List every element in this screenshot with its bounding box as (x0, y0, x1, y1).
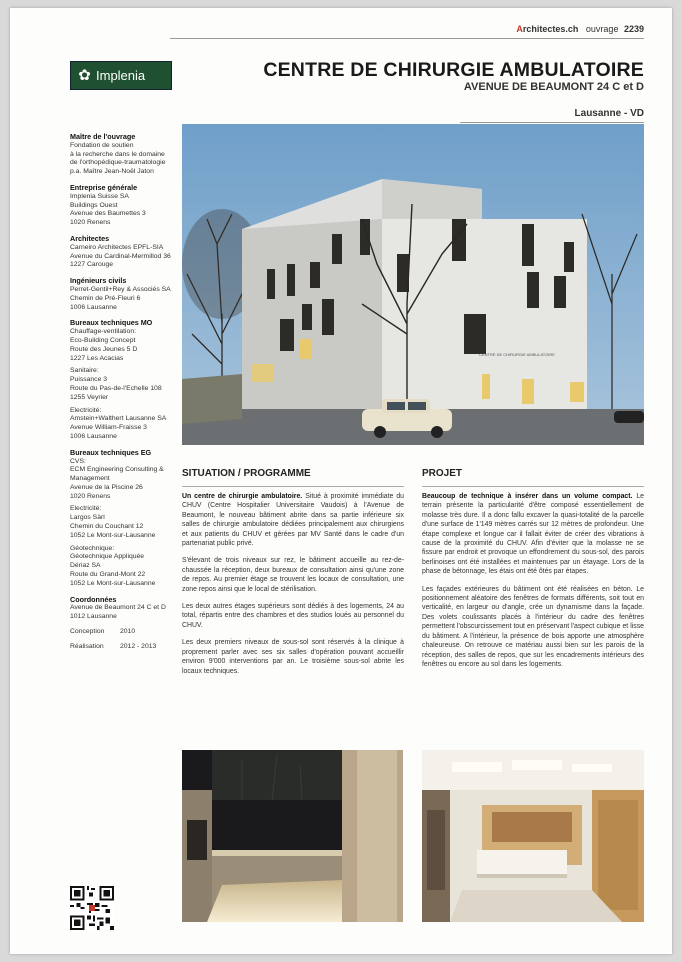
credit-bureaux-eg: Bureaux techniques EG CVS: ECM Engineering Consulting & Management Avenue de la Piscine 26 1020 Renens Electricité: Largos Sàrl Chemin du Couchant 12 1052 Le Mont-sur-Lausanne Géotechnique: Géotechnique Appliquée Dériaz SA Route du Grand-Mont 22 1052 Le Mont-sur-Lausanne (70, 447, 164, 587)
page-subtitle: AVENUE DE BEAUMONT 24 C et D (463, 81, 644, 93)
location: Lausanne - VD (574, 108, 644, 119)
ouvrage-label: ouvrage (585, 24, 619, 34)
projet-paragraph: Beaucoup de technique à insérer dans un volume compact. Le terrain présente la particularité d'être composé essentiellement de molasse très dure. Il a donc fallu excaver la quasi-totalité de la parcelle d'une surface de 1'149 mètres carrés sur 12 mètres de profondeur. Une étape complexe et longue car il fallait éviter de créer des vibrations à cause de la proximité du CHUV. Afin d'éviter que la molasse ne se fissure par endroit et provoque un effondrement du sous-sol, des parois berlinoises ont été installées et maintenues par un étayage. Lors de la phase de bétonnage, les étais ont été ôtés par étapes. (422, 493, 644, 576)
facade-sign: CENTRE DE CHIRURGIE AMBULATOIRE (479, 352, 555, 357)
entrance-night-photo (182, 750, 403, 922)
situation-paragraph: Un centre de chirurgie ambulatoire. Situé à proximité immédiate du CHUV (Centre Hospitalier Universitaire Vaudois) à l'Avenue de Beaumont, le nouveau bâtiment abrite dans sa partie inférieure six salles de chirurgie ambulatoire dédiées principalement aux chirurgiens et aux patients du CHUV et gérées par MV Santé dans le cadre d'un partenariat public privé. (182, 493, 404, 548)
situation-text (182, 492, 404, 684)
situation-heading-rule (182, 486, 404, 487)
credit-coordonnees: Coordonnées Avenue de Beaumont 24 C et D 1012 Lausanne Conception 2010 Réalisation 2012 - 2013 (70, 596, 185, 652)
title-divider (460, 122, 644, 123)
credit-ingenieurs: Ingénieurs civils Perret-Gentil+Rey & Associés SA Chemin de Pré-Fleuri 6 1006 Lausanne (70, 276, 171, 311)
credit-architectes: Architectes Carneiro Architectes EPFL-SIA Avenue du Cardinal-Mermillod 36 1227 Carouge (70, 233, 171, 269)
situation-paragraph: S'élevant de trois niveaux sur rez, le bâtiment accueille au rez-de-chaussée la réception, deux bureaux de consultation ainsi qu'une zone de repos. Au premier étage se trouvent les locaux de consultation, une zone repos ainsi que le local de stérilisation. (182, 557, 404, 593)
flower-icon: ✿ (78, 67, 91, 84)
qr-code[interactable] (70, 886, 114, 930)
main-building-photo (182, 124, 644, 445)
projet-heading: PROJET (422, 468, 463, 479)
page (10, 8, 672, 954)
projet-paragraph: Les façades extérieures du bâtiment ont été réalisées en béton. Le positionnement aléatoire des fenêtres de formats différents, soit tout en verticalité, en largeur ou d'angle, crée un dynamisme dans la façade. Des volets coulissants placés à l'intérieur du cadre des fenêtres permettent l'obscurcissement tout en préservant l'aspect cubique et lisse du bâtiment. A l'intérieur, la présence de bois apporte une atmosphère chaleureuse. On retrouve ce matériau aussi bien sur les parois de la réception, des salles de repos, que sur les encadrements intérieurs des fenêtres ou encore au sol dans les logements. (422, 585, 644, 668)
magazine-header (516, 24, 644, 34)
reception-interior-photo (422, 750, 644, 922)
implenia-logo (70, 61, 172, 90)
credit-bureaux-mo: Bureaux techniques MO Chauffage-ventilation: Eco-Building Concept Route des Jeunes 5 D 1227 Les Acacias Sanitaire: Puissance 3 Route du Pas-de-l'Echelle 108 1255 Veyrier Electricité: Amstein+Walthert Lausanne SA Avenue William-Fraisse 3 1006 Lausanne (70, 318, 167, 440)
realisation-row: Réalisation 2012 - 2013 (70, 642, 157, 650)
conception-row: Conception 2010 (70, 628, 136, 636)
credit-entreprise: Entreprise générale Implenia Suisse SA Buildings Ouest Avenue des Baumettes 3 1020 Renens (70, 182, 146, 227)
header-divider (170, 38, 644, 39)
projet-text (422, 492, 644, 677)
logo-word: Implenia (96, 68, 146, 83)
page-title: CENTRE DE CHIRURGIE AMBULATOIRE (263, 59, 644, 81)
brand-name[interactable]: Architectes.ch (516, 24, 579, 34)
ouvrage-number: 2239 (623, 24, 644, 34)
situation-paragraph: Les deux autres étages supérieurs sont dédiés à des logements, 24 au total, répartis entre des chambres et des studios loués au personnel du CHUV. (182, 603, 404, 629)
situation-heading: SITUATION / PROGRAMME (182, 468, 311, 479)
projet-heading-rule (422, 486, 644, 487)
situation-paragraph: Les deux premiers niveaux de sous-sol sont réservés à la clinique à proprement parler avec ses six salles d'opération pouvant accueillir environ 9'000 interventions par an. Le troisième sous-sol abrite les locaux techniques. (182, 639, 404, 675)
credit-maitre: Maître de l'ouvrage Fondation de soutien à la recherche dans le domaine de l'orthopédique-traumatologie p.a. Maître Jean-Noël Jaton (70, 132, 166, 176)
credits-sidebar (70, 133, 185, 659)
